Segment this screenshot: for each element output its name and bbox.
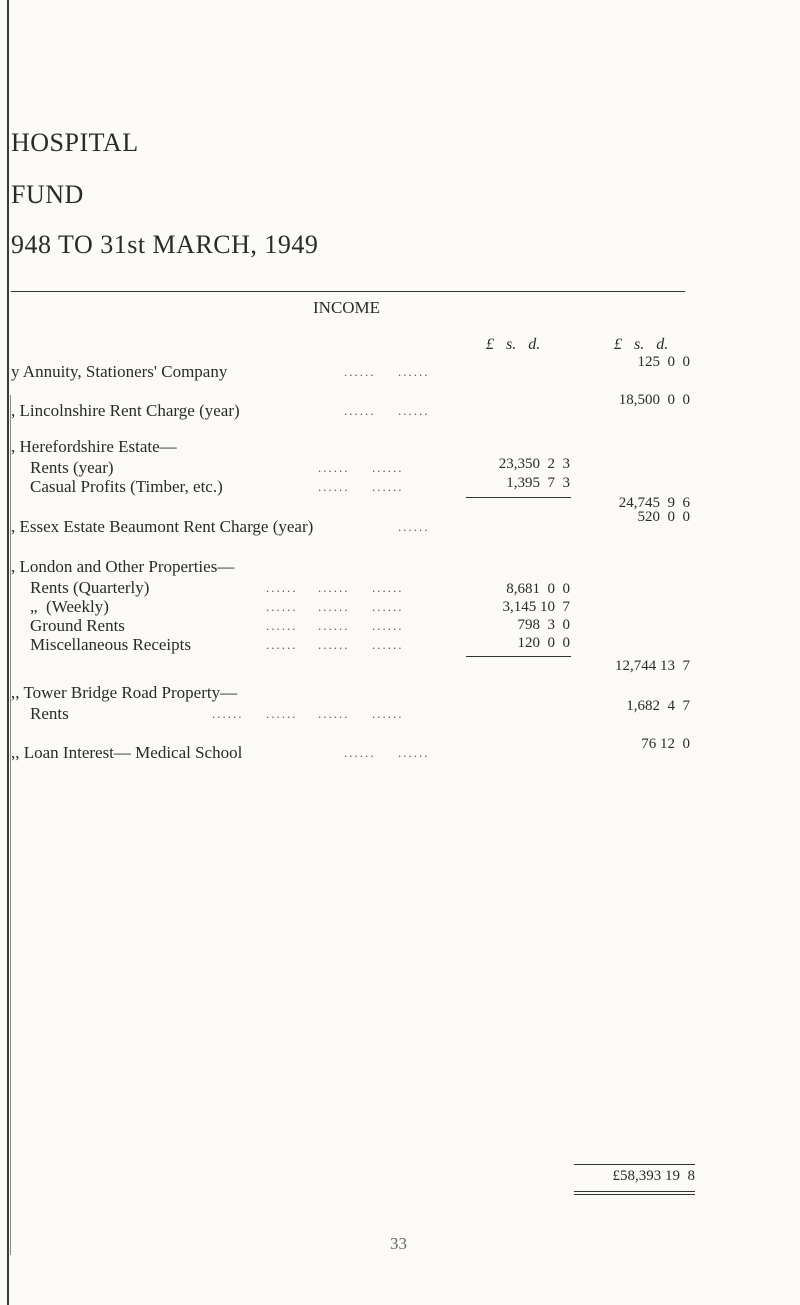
grand-total-underline-2 (574, 1194, 695, 1195)
leader-dots: ...... (398, 403, 430, 418)
leader-dots: ...... (372, 479, 404, 494)
grand-total: £58,393 19 8 (612, 1168, 695, 1184)
leader-dots: ...... (266, 580, 298, 595)
london-subtotal-rule (466, 656, 571, 657)
loan-label: ,, Loan Interest— Medical School (11, 743, 243, 762)
london-quarterly-amount: 8,681 0 0 (506, 581, 570, 597)
london-ground-label: Ground Rents (30, 616, 125, 635)
london-weekly-label: „ (Weekly) (30, 597, 109, 616)
section-title: INCOME (313, 298, 381, 317)
leader-dots: ...... (398, 745, 430, 760)
essex-label: , Essex Estate Beaumont Rent Charge (year) (11, 517, 314, 536)
leader-dots: ...... (266, 618, 298, 633)
essex-total: 520 0 0 (637, 509, 690, 525)
hereford-label: , Herefordshire Estate— (11, 437, 177, 456)
hereford-total: 24,745 9 6 (618, 495, 690, 511)
leader-dots: ...... (318, 460, 350, 475)
inner-column-head: £ s. d. (486, 336, 541, 353)
london-ground-amount: 798 3 0 (517, 617, 570, 633)
tower-rents-label: Rents (30, 704, 69, 723)
leader-dots: ...... (344, 745, 376, 760)
tower-label: ,, Tower Bridge Road Property— (11, 683, 238, 702)
annuity-label: y Annuity, Stationers' Company (11, 362, 228, 381)
leader-dots: ...... (344, 364, 376, 379)
header-line-2: FUND (11, 180, 84, 209)
leader-dots: ...... (266, 637, 298, 652)
leader-dots: ...... (318, 580, 350, 595)
leader-dots: ...... (372, 580, 404, 595)
grand-total-underline-1 (574, 1191, 695, 1192)
header-line-3: 948 TO 31st MARCH, 1949 (11, 230, 319, 259)
page-number: 33 (390, 1234, 407, 1253)
leader-dots: ...... (318, 479, 350, 494)
leader-dots: ...... (318, 618, 350, 633)
leader-dots: ...... (398, 364, 430, 379)
page-edge (7, 0, 9, 1305)
outer-column-head: £ s. d. (614, 336, 669, 353)
lincolnshire-total: 18,500 0 0 (618, 392, 690, 408)
leader-dots: ...... (372, 599, 404, 614)
leader-dots: ...... (372, 706, 404, 721)
london-quarterly-label: Rents (Quarterly) (30, 578, 150, 597)
leader-dots: ...... (344, 403, 376, 418)
leader-dots: ...... (372, 637, 404, 652)
london-weekly-amount: 3,145 10 7 (502, 599, 570, 615)
grand-total-top-rule (574, 1164, 695, 1165)
leader-dots: ...... (318, 706, 350, 721)
leader-dots: ...... (266, 599, 298, 614)
leader-dots: ...... (318, 637, 350, 652)
hereford-rents-label: Rents (year) (30, 458, 114, 477)
header-rule (11, 291, 685, 292)
hereford-casual-amount: 1,395 7 3 (506, 475, 570, 491)
hereford-rents-amount: 23,350 2 3 (498, 456, 570, 472)
leader-dots: ...... (372, 618, 404, 633)
annuity-total: 125 0 0 (637, 354, 690, 370)
loan-total: 76 12 0 (641, 736, 690, 752)
london-label: , London and Other Properties— (11, 557, 235, 576)
london-misc-label: Miscellaneous Receipts (30, 635, 191, 654)
london-total: 12,744 13 7 (615, 658, 690, 674)
hereford-subtotal-rule (466, 497, 571, 498)
london-misc-amount: 120 0 0 (517, 635, 570, 651)
leader-dots: ...... (372, 460, 404, 475)
leader-dots: ...... (318, 599, 350, 614)
leader-dots: ...... (212, 706, 244, 721)
header-line-1: HOSPITAL (11, 128, 139, 157)
leader-dots: ...... (398, 519, 430, 534)
hereford-casual-label: Casual Profits (Timber, etc.) (30, 477, 223, 496)
lincolnshire-label: , Lincolnshire Rent Charge (year) (11, 401, 240, 420)
leader-dots: ...... (266, 706, 298, 721)
tower-total: 1,682 4 7 (626, 698, 690, 714)
